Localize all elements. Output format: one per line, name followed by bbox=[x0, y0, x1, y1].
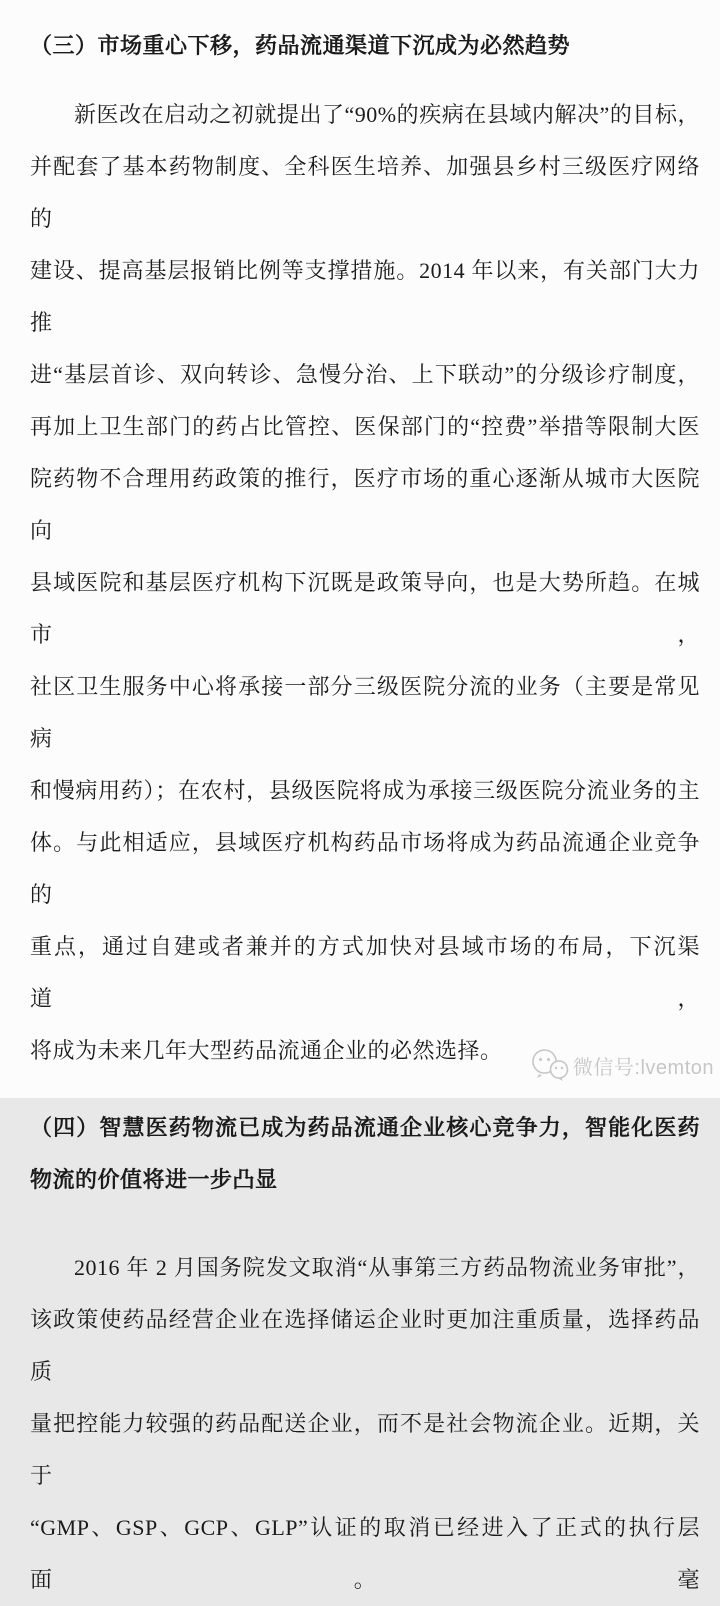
text-line: 体。与此相适应，县域医疗机构药品市场将成为药品流通企业竞争的 bbox=[30, 830, 700, 907]
document-body bbox=[30, 20, 700, 1606]
text-line: 量把控能力较强的药品配送企业，而不是社会物流企业。近期，关于 bbox=[30, 1411, 700, 1488]
text-line: 该政策使药品经营企业在选择储运企业时更加注重质量，选择药品质 bbox=[30, 1307, 700, 1384]
text-line: 再加上卫生部门的药占比管控、医保部门的“控费”举措等限制大医 bbox=[30, 414, 700, 439]
heading-line: （三）市场重心下移，药品流通渠道下沉成为必然趋势 bbox=[30, 33, 571, 58]
section-heading bbox=[30, 20, 700, 72]
heading-line: 物流的价值将进一步凸显 bbox=[30, 1167, 278, 1192]
text-line: 进“基层首诊、双向转诊、急慢分治、上下联动”的分级诊疗制度， bbox=[30, 362, 700, 387]
watermark-label: 微信号:lvemton bbox=[572, 1056, 714, 1079]
text-line: 社区卫生服务中心将承接一部分三级医院分流的业务（主要是常见病 bbox=[30, 674, 700, 751]
heading-line: （四）智慧医药物流已成为药品流通企业核心竞争力，智能化医药 bbox=[30, 1115, 700, 1140]
text-line: 和慢病用药）；在农村，县级医院将成为承接三级医院分流业务的主 bbox=[30, 778, 700, 803]
text-line: 2016 年 2 月国务院发文取消“从事第三方药品物流业务审批”， bbox=[74, 1255, 700, 1280]
section-paragraph bbox=[30, 1242, 700, 1606]
section-paragraph bbox=[30, 89, 700, 1077]
text-line: 重点，通过自建或者兼并的方式加快对县域市场的布局，下沉渠道， bbox=[30, 934, 700, 1011]
text-line: 建设、提高基层报销比例等支撑措施。2014 年以来，有关部门大力推 bbox=[30, 258, 700, 335]
text-line: 院药物不合理用药政策的推行，医疗市场的重心逐渐从城市大医院向 bbox=[30, 466, 700, 543]
text-line: 县域医院和基层医疗机构下沉既是政策导向，也是大势所趋。在城市， bbox=[30, 570, 700, 647]
text-line: 将成为未来几年大型药品流通企业的必然选择。 bbox=[30, 1038, 503, 1063]
section-heading bbox=[30, 1102, 700, 1206]
text-line: “GMP、GSP、GCP、GLP”认证的取消已经进入了正式的执行层面。毫 bbox=[30, 1515, 700, 1592]
text-line: 新医改在启动之初就提出了“90%的疾病在县域内解决”的目标， bbox=[74, 102, 700, 127]
text-line: 并配套了基本药物制度、全科医生培养、加强县乡村三级医疗网络的 bbox=[30, 154, 700, 231]
